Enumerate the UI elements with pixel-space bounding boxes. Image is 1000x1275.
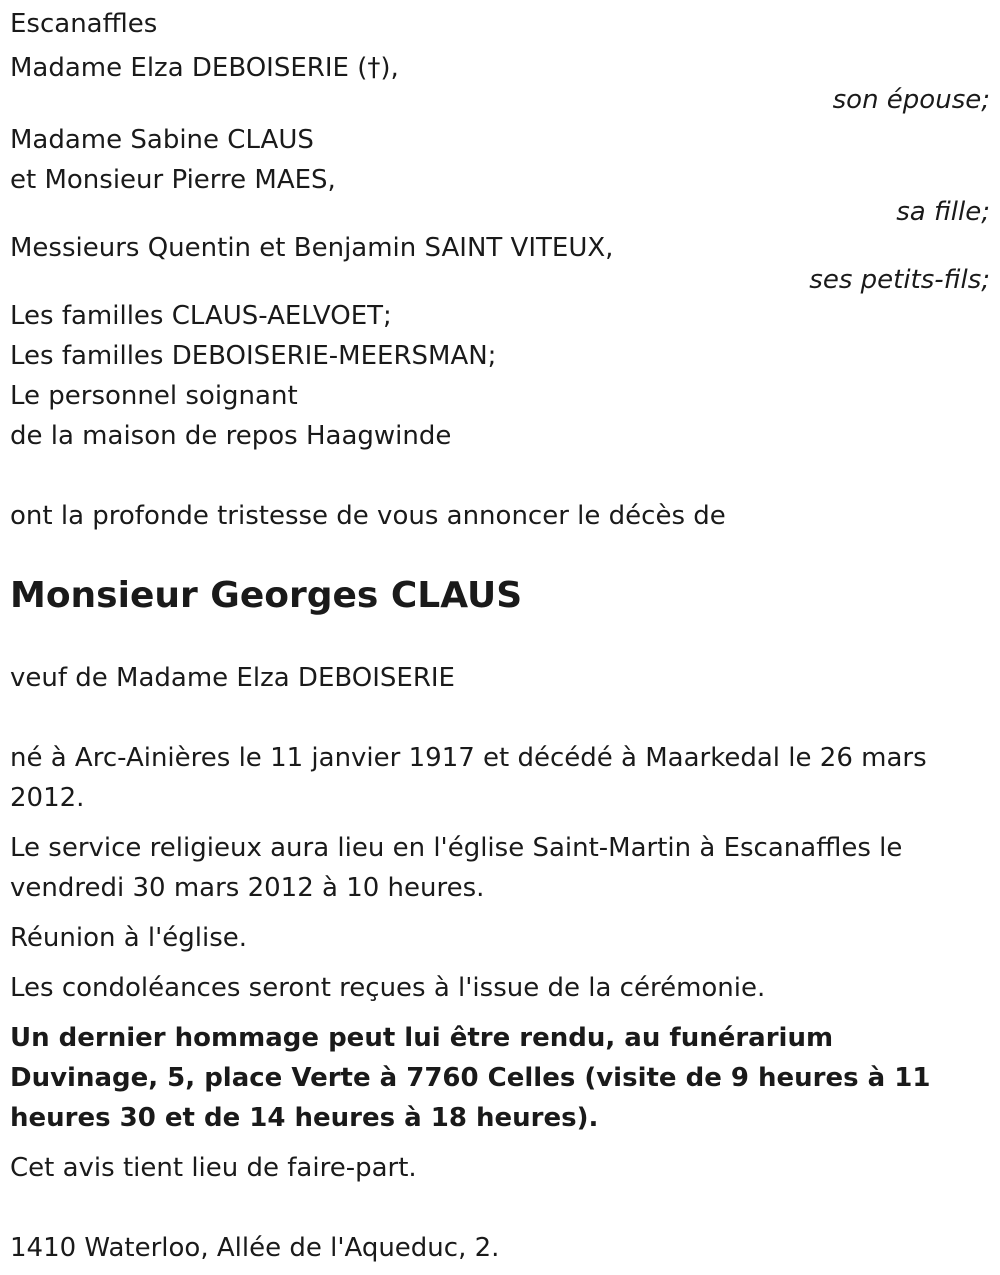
- family-spouse: [10, 48, 990, 115]
- family-role: sa fille;: [896, 197, 990, 227]
- deceased-name: Monsieur Georges CLAUS: [10, 575, 523, 616]
- mourner-line: Les familles CLAUS-AELVOET;: [10, 301, 392, 331]
- family-line: Messieurs Quentin et Benjamin SAINT VITEUX,: [10, 233, 614, 263]
- meeting-paragraph: Réunion à l'église.: [10, 923, 248, 953]
- widower-of: veuf de Madame Elza DEBOISERIE: [10, 663, 455, 693]
- mourner-line: Le personnel soignant: [10, 381, 298, 411]
- family-line: Madame Sabine CLAUS: [10, 125, 314, 155]
- family-role: son épouse;: [832, 85, 990, 115]
- family-line: Madame Elza DEBOISERIE (†),: [10, 53, 399, 83]
- location-top: Escanaffles: [10, 9, 158, 39]
- family-grandsons: [10, 228, 990, 295]
- address: 1410 Waterloo, Allée de l'Aqueduc, 2.: [10, 1233, 500, 1263]
- service-paragraph: Le service religieux aura lieu en l'église Saint-Martin à Escanaffles le vendredi 30 mars 2012 à 10 heures.: [10, 833, 903, 903]
- mourner-line: Les familles DEBOISERIE-MEERSMAN;: [10, 341, 497, 371]
- announcement: ont la profonde tristesse de vous annoncer le décès de: [10, 501, 726, 531]
- mourner-line: de la maison de repos Haagwinde: [10, 421, 452, 451]
- family-line: et Monsieur Pierre MAES,: [10, 165, 336, 195]
- family-daughter: [10, 120, 990, 227]
- other-mourners: [10, 296, 990, 456]
- family-role: ses petits-fils;: [809, 265, 990, 295]
- birth-death-paragraph: né à Arc-Ainières le 11 janvier 1917 et décédé à Maarkedal le 26 mars 2012.: [10, 743, 927, 813]
- tribute-paragraph: Un dernier hommage peut lui être rendu, au funérarium Duvinage, 5, place Verte à 7760 Celles (visite de 9 heures à 11 heures 30 et de 14 heures à 18 heures).: [10, 1023, 931, 1133]
- notice-paragraph: Cet avis tient lieu de faire-part.: [10, 1153, 417, 1183]
- condolences-paragraph: Les condoléances seront reçues à l'issue de la cérémonie.: [10, 973, 766, 1003]
